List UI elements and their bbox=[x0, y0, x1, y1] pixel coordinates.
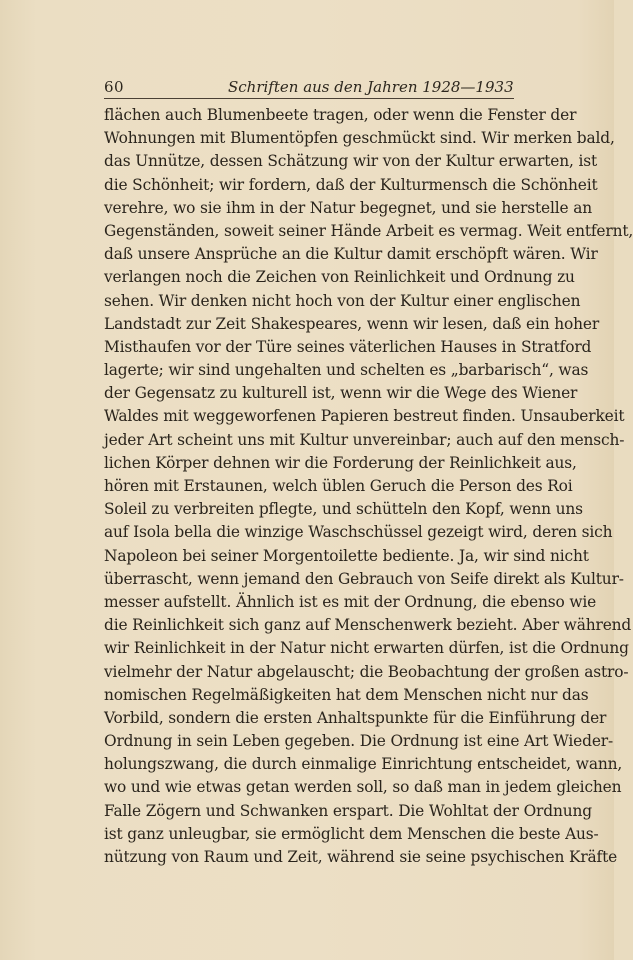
text-line: Ordnung in sein Leben gegeben. Die Ordnung ist eine Art Wieder- bbox=[104, 732, 614, 751]
text-line: Landstadt zur Zeit Shakespeares, wenn wir lesen, daß ein hoher bbox=[104, 314, 600, 333]
text-line: Vorbild, sondern die ersten Anhaltspunkte für die Einführung der bbox=[104, 708, 607, 727]
running-head bbox=[104, 74, 514, 96]
text-line: wo und wie etwas getan werden soll, so daß man in jedem gleichen bbox=[104, 778, 622, 797]
text-line: jeder Art scheint uns mit Kultur unvereinbar; auch auf den mensch- bbox=[104, 430, 625, 449]
text-line: die Schönheit; wir fordern, daß der Kulturmensch die Schönheit bbox=[104, 175, 598, 194]
text-line: Soleil zu verbreiten pflegte, und schütteln den Kopf, wenn uns bbox=[104, 500, 583, 519]
text-line: wir Reinlichkeit in der Natur nicht erwarten dürfen, ist die Ordnung bbox=[104, 639, 629, 658]
body-text bbox=[104, 104, 633, 869]
text-line: das Unnütze, dessen Schätzung wir von der Kultur erwarten, ist bbox=[104, 152, 598, 171]
text-line: Misthaufen vor der Türe seines väterlichen Hauses in Stratford bbox=[104, 337, 592, 356]
text-line: lagerte; wir sind ungehalten und schelten es „barbarisch“, was bbox=[104, 361, 589, 380]
text-line: Gegenständen, soweit seiner Hände Arbeit es vermag. Weit entfernt, bbox=[104, 221, 633, 240]
text-line: ist ganz unleugbar, sie ermöglicht dem Menschen die beste Aus- bbox=[104, 824, 599, 843]
text-line: sehen. Wir denken nicht hoch von der Kultur einer englischen bbox=[104, 291, 581, 310]
text-line: Waldes mit weggeworfenen Papieren bestreut finden. Unsauberkeit bbox=[104, 407, 625, 426]
text-line: messer aufstellt. Ähnlich ist es mit der Ordnung, die ebenso wie bbox=[104, 592, 597, 611]
text-line: die Reinlichkeit sich ganz auf Menschenwerk bezieht. Aber während bbox=[104, 616, 632, 635]
text-line: überrascht, wenn jemand den Gebrauch von Seife direkt als Kultur- bbox=[104, 569, 624, 588]
text-line: Falle Zögern und Schwanken erspart. Die Wohltat der Ordnung bbox=[104, 801, 592, 820]
text-line: Napoleon bei seiner Morgentoilette bediente. Ja, wir sind nicht bbox=[104, 546, 589, 565]
text-line: vielmehr der Natur abgelauscht; die Beobachtung der großen astro- bbox=[104, 662, 629, 681]
text-line: Wohnungen mit Blumentöpfen geschmückt sind. Wir merken bald, bbox=[104, 129, 615, 148]
text-line: auf Isola bella die winzige Waschschüssel gezeigt wird, deren sich bbox=[104, 523, 613, 542]
text-line: lichen Körper dehnen wir die Forderung der Reinlichkeit aus, bbox=[104, 453, 577, 472]
text-line: der Gegensatz zu kulturell ist, wenn wir die Wege des Wiener bbox=[104, 384, 578, 403]
running-title: Schriften aus den Jahren 1928—1933 bbox=[228, 78, 514, 96]
text-line: holungszwang, die durch einmalige Einrichtung entscheidet, wann, bbox=[104, 755, 623, 774]
header-rule bbox=[104, 98, 514, 99]
text-line: nomischen Regelmäßigkeiten hat dem Menschen nicht nur das bbox=[104, 685, 589, 704]
text-line: verlangen noch die Zeichen von Reinlichkeit und Ordnung zu bbox=[104, 268, 575, 287]
text-line: flächen auch Blumenbeete tragen, oder wenn die Fenster der bbox=[104, 106, 577, 124]
page-number: 60 bbox=[104, 78, 125, 96]
text-line: verehre, wo sie ihm in der Natur begegnet, und sie herstelle an bbox=[104, 198, 593, 217]
text-line: daß unsere Ansprüche an die Kultur damit erschöpft wären. Wir bbox=[104, 245, 598, 264]
text-line: nützung von Raum und Zeit, während sie seine psychischen Kräfte bbox=[104, 848, 618, 866]
text-line: hören mit Erstaunen, welch üblen Geruch die Person des Roi bbox=[104, 477, 573, 495]
